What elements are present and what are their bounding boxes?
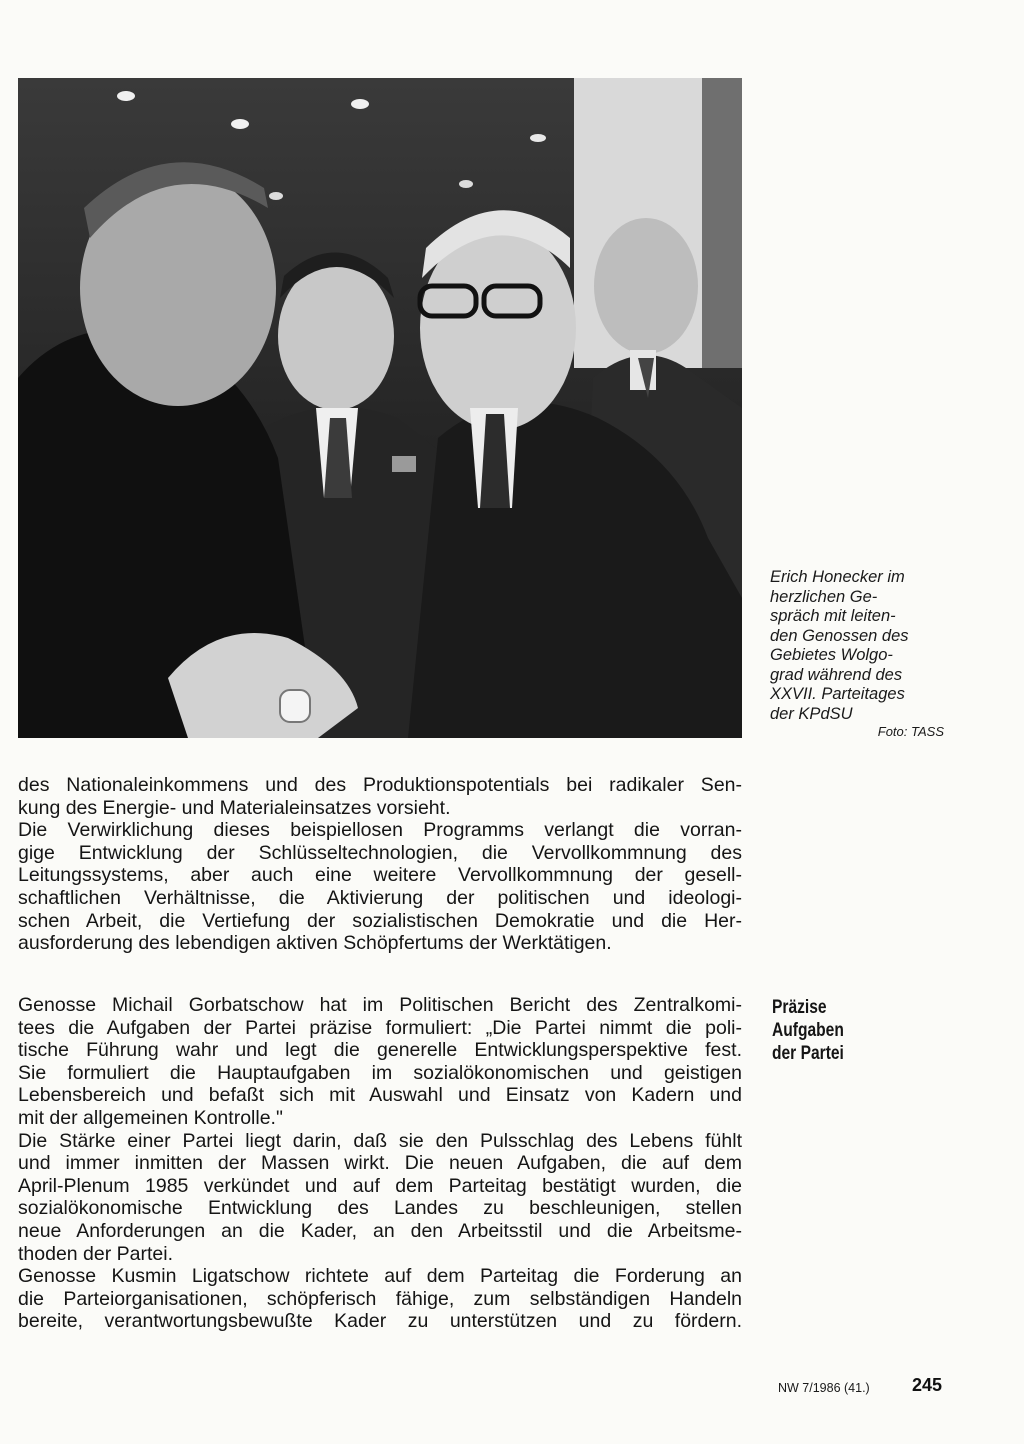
- text-line: gige Entwicklung der Schlüsseltechnologien, die Vervollkommnung des: [18, 841, 742, 864]
- caption-line: XXVII. Parteitages: [770, 685, 905, 703]
- side-heading-line: Präzise: [772, 997, 827, 1018]
- photo: [18, 78, 742, 738]
- caption-line: grad während des: [770, 665, 903, 684]
- text-line: tees die Aufgaben der Partei präzise formuliert: „Die Partei nimmt die poli-: [18, 1016, 742, 1039]
- text-line: ausforderung des lebendigen aktiven Schöpfertums der Werktätigen.: [18, 932, 612, 955]
- text-line: mit der allgemeinen Kontrolle.": [18, 1106, 283, 1129]
- text-line: schaftlichen Verhältnisse, die Aktivierung der politischen und ideologi-: [18, 886, 742, 909]
- caption-line: spräch mit leiten-: [770, 607, 896, 625]
- text-line: thoden der Partei.: [18, 1242, 174, 1265]
- side-heading-line: der Partei: [772, 1043, 844, 1064]
- text-line: Die Stärke einer Partei liegt darin, daß sie den Pulsschlag des Lebens fühlt: [18, 1129, 742, 1152]
- side-heading: [772, 996, 887, 1065]
- photo-caption: [770, 568, 950, 740]
- photo-credit: Foto: TASS: [877, 724, 944, 739]
- issue-reference: NW 7/1986 (41.): [778, 1381, 870, 1395]
- body-text-block-2: [18, 994, 742, 1333]
- body-text-block-1: [18, 774, 742, 955]
- text-line: und immer inmitten der Massen wirkt. Die neuen Aufgaben, die auf dem: [18, 1152, 742, 1175]
- text-line: Genosse Michail Gorbatschow hat im Politischen Bericht des Zentralkomi-: [18, 994, 742, 1016]
- photo-illustration: [18, 78, 742, 738]
- text-line: Die Verwirklichung dieses beispiellosen Programms verlangt die vorran-: [18, 819, 742, 842]
- text-line: neue Anforderungen an die Kader, an den Arbeitsstil und die Arbeitsme-: [18, 1219, 742, 1242]
- text-line: Leitungssystems, aber auch eine weitere Vervollkommnung der gesell-: [18, 864, 742, 887]
- page-number: 245: [912, 1375, 943, 1395]
- caption-line: den Genossen des: [770, 626, 909, 645]
- caption-line: Erich Honecker im: [770, 568, 905, 586]
- caption-line: Gebietes Wolgo-: [770, 646, 893, 664]
- text-line: April-Plenum 1985 verkündet und auf dem Parteitag bestätigt wurden, die: [18, 1174, 742, 1197]
- caption-line: der KPdSU: [770, 704, 853, 723]
- text-line: Lebensbereich und befaßt sich mit Auswahl und Einsatz von Kadern und: [18, 1084, 742, 1107]
- text-line: schen Arbeit, die Vertiefung der sozialistischen Demokratie und die Her-: [18, 909, 742, 932]
- text-line: Sie formuliert die Hauptaufgaben im sozialökonomischen und geistigen: [18, 1061, 742, 1084]
- text-line: bereite, verantwortungsbewußte Kader zu unterstützen und zu fördern.: [18, 1310, 742, 1333]
- text-line: kung des Energie- und Materialeinsatzes vorsieht.: [18, 796, 451, 819]
- text-line: Genosse Kusmin Ligatschow richtete auf dem Parteitag die Forderung an: [18, 1265, 742, 1288]
- caption-line: herzlichen Ge-: [770, 587, 878, 606]
- text-line: die Parteiorganisationen, schöpferisch fähige, zum selbständigen Handeln: [18, 1287, 742, 1310]
- text-line: des Nationaleinkommens und des Produktionspotentials bei radikaler Sen-: [18, 774, 742, 796]
- text-line: sozialökonomische Entwicklung des Landes zu beschleunigen, stellen: [18, 1197, 742, 1220]
- side-heading-line: Aufgaben: [772, 1020, 844, 1041]
- text-line: tische Führung wahr und legt die generelle Entwicklungsperspektive fest.: [18, 1039, 742, 1062]
